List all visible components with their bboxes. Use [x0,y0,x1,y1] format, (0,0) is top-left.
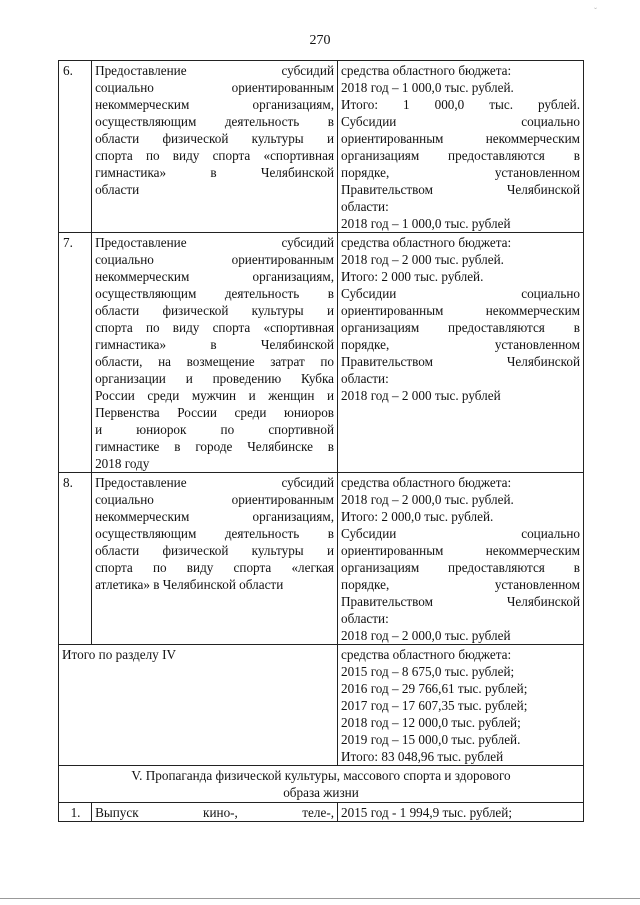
text-line: социально ориентированным [95,252,335,267]
text-line: Субсидии социально [341,114,580,129]
text-line: области, на возмещение затрат по [95,354,335,369]
funding-source: 2015 год - 1 994,9 тыс. рублей; [338,803,584,822]
text-line: Предоставление субсидий [95,475,335,490]
text-line: и юниорок по спортивной [95,422,335,437]
text-line: спорта по виду спорта «спортивная [95,320,335,335]
text-line: области: [341,371,389,386]
text-line: Субсидии социально [341,286,580,301]
text-line: некоммерческим организациям, [95,509,335,524]
section-total-label: Итого по разделу IV [59,645,338,766]
row-number: 1. [59,803,92,822]
section-heading-row [59,766,584,803]
text-line: Итого: 2 000 тыс. рублей. [341,269,484,284]
text-line: Субсидии социально [341,526,580,541]
text-line: социально ориентированным [95,80,335,95]
text-line: спорта по виду спорта «спортивная [95,148,335,163]
text-line: 2019 год – 15 000,0 тыс. рублей. [341,732,521,747]
table-row [59,233,584,473]
text-line: порядке, установленном [341,337,580,352]
text-line: средства областного бюджета: [341,235,512,250]
text-line: области [95,182,140,197]
text-line: 2018 год – 2 000,0 тыс. рублей [341,628,511,643]
table-row [59,473,584,645]
text-line: области физической культуры и [95,131,335,146]
text-line: ориентированным некоммерческим [341,131,580,146]
text-line: ориентированным некоммерческим [341,543,580,558]
text-line: 2018 год – 1 000,0 тыс. рублей. [341,80,514,95]
text-line: области: [341,199,389,214]
text-line: гимнастика» в Челябинской [95,165,335,180]
text-line: организациям предоставляются в [341,320,580,335]
text-line: Итого: 83 048,96 тыс. рублей [341,749,504,764]
table-row [59,61,584,233]
description-line: Выпуск кино-, теле-, [95,805,335,820]
text-line: организации и проведению Кубка [95,371,335,386]
measure-description [92,233,338,473]
text-line: области физической культуры и [95,303,335,318]
page-number: 270 [309,33,331,48]
section-total-funding [338,645,584,766]
funding-source [338,473,584,645]
text-line: 2018 год – 1 000,0 тыс. рублей [341,216,511,231]
text-line: некоммерческим организациям, [95,97,335,112]
text-line: Правительством Челябинской [341,182,580,197]
row-number: 8. [59,473,92,645]
text-line: Первенства России среди юниоров [95,405,335,420]
text-line: социально ориентированным [95,492,335,507]
text-line: порядке, установленном [341,577,580,592]
text-line: Правительством Челябинской [341,594,580,609]
text-line: области: [341,611,389,626]
row-number: 6. [59,61,92,233]
text-line: порядке, установленном [341,165,580,180]
text-line: 2018 год – 2 000,0 тыс. рублей. [341,492,514,507]
text-line: организациям предоставляются в [341,560,580,575]
program-measures-table [58,60,584,822]
funding-source [338,61,584,233]
text-line: области физической культуры и [95,543,335,558]
text-line: атлетика» в Челябинской области [95,577,284,592]
text-line: организациям предоставляются в [341,148,580,163]
text-line: осуществляющим деятельность в [95,526,335,541]
text-line: осуществляющим деятельность в [95,286,335,301]
section-total-row [59,645,584,766]
text-line: средства областного бюджета: [341,475,512,490]
text-line: 2018 год – 12 000,0 тыс. рублей; [341,715,521,730]
text-line: некоммерческим организациям, [95,269,335,284]
text-line: России среди мужчин и женщин и [95,388,335,403]
measure-description [92,473,338,645]
text-line: средства областного бюджета: [341,63,512,78]
table-row [59,803,584,822]
text-line: 2018 год – 2 000 тыс. рублей [341,388,501,403]
section-heading: V. Пропаганда физической культуры, массового спорта и здорового образа жизни [59,766,584,803]
text-line: Правительством Челябинской [341,354,580,369]
text-line: Предоставление субсидий [95,235,335,250]
text-line: гимнастике в городе Челябинске в [95,439,335,454]
text-line: спорта по виду спорта «легкая [95,560,335,575]
text-line: 2018 год – 2 000 тыс. рублей. [341,252,504,267]
text-line: 2016 год – 29 766,61 тыс. рублей; [341,681,528,696]
table-body [59,61,584,822]
measure-description [92,803,338,822]
text-line: 2015 год – 8 675,0 тыс. рублей; [341,664,515,679]
text-line: осуществляющим деятельность в [95,114,335,129]
text-line: гимнастика» в Челябинской [95,337,335,352]
scan-mark: ˇ [594,6,597,16]
text-line: средства областного бюджета: [341,647,512,662]
text-line: Предоставление субсидий [95,63,335,78]
measure-description [92,61,338,233]
text-line: Итого: 2 000,0 тыс. рублей. [341,509,494,524]
text-line: 2018 году [95,456,150,471]
text-line: 2017 год – 17 607,35 тыс. рублей; [341,698,528,713]
funding-source [338,233,584,473]
text-line: Итого: 1 000,0 тыс. рублей. [341,97,580,112]
row-number: 7. [59,233,92,473]
text-line: ориентированным некоммерческим [341,303,580,318]
page-bottom-edge [0,898,640,899]
